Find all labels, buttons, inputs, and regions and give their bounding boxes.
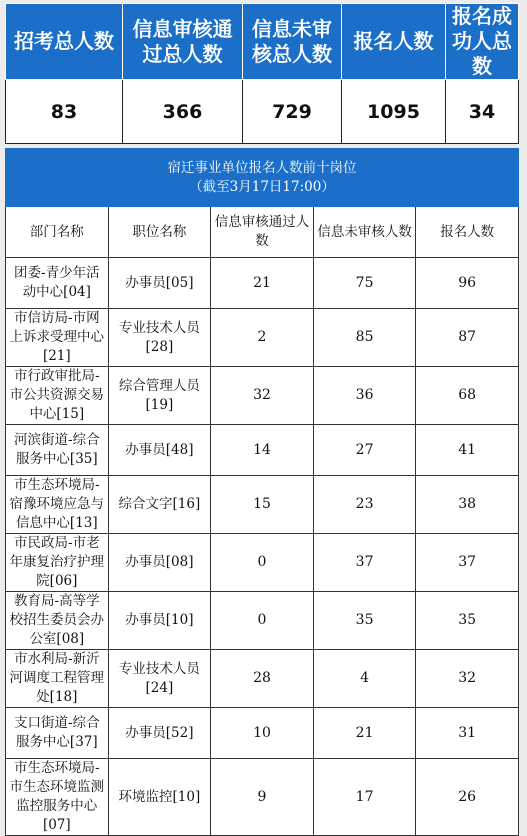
summary-value-total-recruits: 83 — [6, 80, 123, 144]
pending-count-cell: 37 — [313, 534, 416, 592]
position-cell: 办事员[08] — [108, 534, 211, 592]
pending-count-cell: 17 — [313, 759, 416, 836]
approved-count-cell: 0 — [211, 534, 314, 592]
pending-count-cell: 75 — [313, 258, 416, 309]
pending-count-cell: 4 — [313, 650, 416, 708]
pending-count-cell: 27 — [313, 425, 416, 476]
table-row — [6, 425, 519, 476]
approved-count-cell: 32 — [211, 367, 314, 425]
summary-header-row — [6, 4, 519, 80]
pending-count-cell: 23 — [313, 476, 416, 534]
position-cell: 办事员[48] — [108, 425, 211, 476]
table-row — [6, 309, 519, 367]
approved-count-cell: 28 — [211, 650, 314, 708]
approved-count-cell: 15 — [211, 476, 314, 534]
department-cell: 支口街道-综合服务中心[37] — [6, 708, 109, 759]
total-count-cell: 41 — [416, 425, 519, 476]
summary-header-pending-total: 信息未审核总人数 — [243, 4, 342, 80]
summary-header-success-total: 报名成功人总数 — [446, 4, 519, 80]
ranking-subtitle: （截至3月17日17:00） — [189, 178, 335, 195]
summary-value-row — [6, 80, 519, 144]
position-cell: 综合文字[16] — [108, 476, 211, 534]
department-cell: 团委-青少年活动中心[04] — [6, 258, 109, 309]
pending-count-cell: 35 — [313, 592, 416, 650]
pending-count-cell: 36 — [313, 367, 416, 425]
position-cell: 办事员[10] — [108, 592, 211, 650]
pending-count-cell: 21 — [313, 708, 416, 759]
approved-count-cell: 9 — [211, 759, 314, 836]
approved-count-cell: 14 — [211, 425, 314, 476]
column-header-approved: 信息审核通过人数 — [211, 207, 314, 258]
total-count-cell: 32 — [416, 650, 519, 708]
department-cell: 市生态环境局-市生态环境监测监控服务中心[07] — [6, 759, 109, 836]
table-row — [6, 708, 519, 759]
summary-value-approved-total: 366 — [123, 80, 243, 144]
summary-value-success-total: 34 — [446, 80, 519, 144]
total-count-cell: 68 — [416, 367, 519, 425]
department-cell: 河滨街道-综合服务中心[35] — [6, 425, 109, 476]
summary-header-approved-total: 信息审核通过总人数 — [123, 4, 243, 80]
position-cell: 综合管理人员[19] — [108, 367, 211, 425]
ranking-title: 宿迁事业单位报名人数前十岗位 — [167, 159, 357, 176]
department-cell: 市水利局-新沂河调度工程管理处[18] — [6, 650, 109, 708]
table-row — [6, 476, 519, 534]
column-header-pending: 信息未审核人数 — [313, 207, 416, 258]
position-cell: 办事员[05] — [108, 258, 211, 309]
ranking-header-row — [6, 207, 519, 258]
table-row — [6, 650, 519, 708]
top-ten-positions-table — [5, 148, 519, 836]
summary-header-total-recruits: 招考总人数 — [6, 4, 123, 80]
total-count-cell: 26 — [416, 759, 519, 836]
total-count-cell: 96 — [416, 258, 519, 309]
total-count-cell: 87 — [416, 309, 519, 367]
department-cell: 市生态环境局-宿豫环境应急与信息中心[13] — [6, 476, 109, 534]
column-header-position: 职位名称 — [108, 207, 211, 258]
department-cell: 市民政局-市老年康复治疗护理院[06] — [6, 534, 109, 592]
summary-value-pending-total: 729 — [243, 80, 342, 144]
pending-count-cell: 85 — [313, 309, 416, 367]
department-cell: 市行政审批局-市公共资源交易中心[15] — [6, 367, 109, 425]
total-count-cell: 37 — [416, 534, 519, 592]
position-cell: 专业技术人员[28] — [108, 309, 211, 367]
table-row — [6, 534, 519, 592]
column-header-total: 报名人数 — [416, 207, 519, 258]
total-count-cell: 38 — [416, 476, 519, 534]
position-cell: 环境监控[10] — [108, 759, 211, 836]
position-cell: 专业技术人员[24] — [108, 650, 211, 708]
department-cell: 市信访局-市网上诉求受理中心[21] — [6, 309, 109, 367]
total-count-cell: 31 — [416, 708, 519, 759]
table-row — [6, 759, 519, 836]
summary-header-applicants: 报名人数 — [342, 4, 446, 80]
approved-count-cell: 10 — [211, 708, 314, 759]
approved-count-cell: 21 — [211, 258, 314, 309]
department-cell: 教育局-高等学校招生委员会办公室[08] — [6, 592, 109, 650]
table-row — [6, 367, 519, 425]
ranking-title-row — [6, 149, 519, 207]
position-cell: 办事员[52] — [108, 708, 211, 759]
ranking-title-cell — [6, 149, 519, 207]
summary-table — [5, 3, 519, 144]
approved-count-cell: 0 — [211, 592, 314, 650]
column-header-department: 部门名称 — [6, 207, 109, 258]
approved-count-cell: 2 — [211, 309, 314, 367]
table-row — [6, 258, 519, 309]
total-count-cell: 35 — [416, 592, 519, 650]
table-row — [6, 592, 519, 650]
summary-value-applicants: 1095 — [342, 80, 446, 144]
ranking-body — [6, 258, 519, 836]
